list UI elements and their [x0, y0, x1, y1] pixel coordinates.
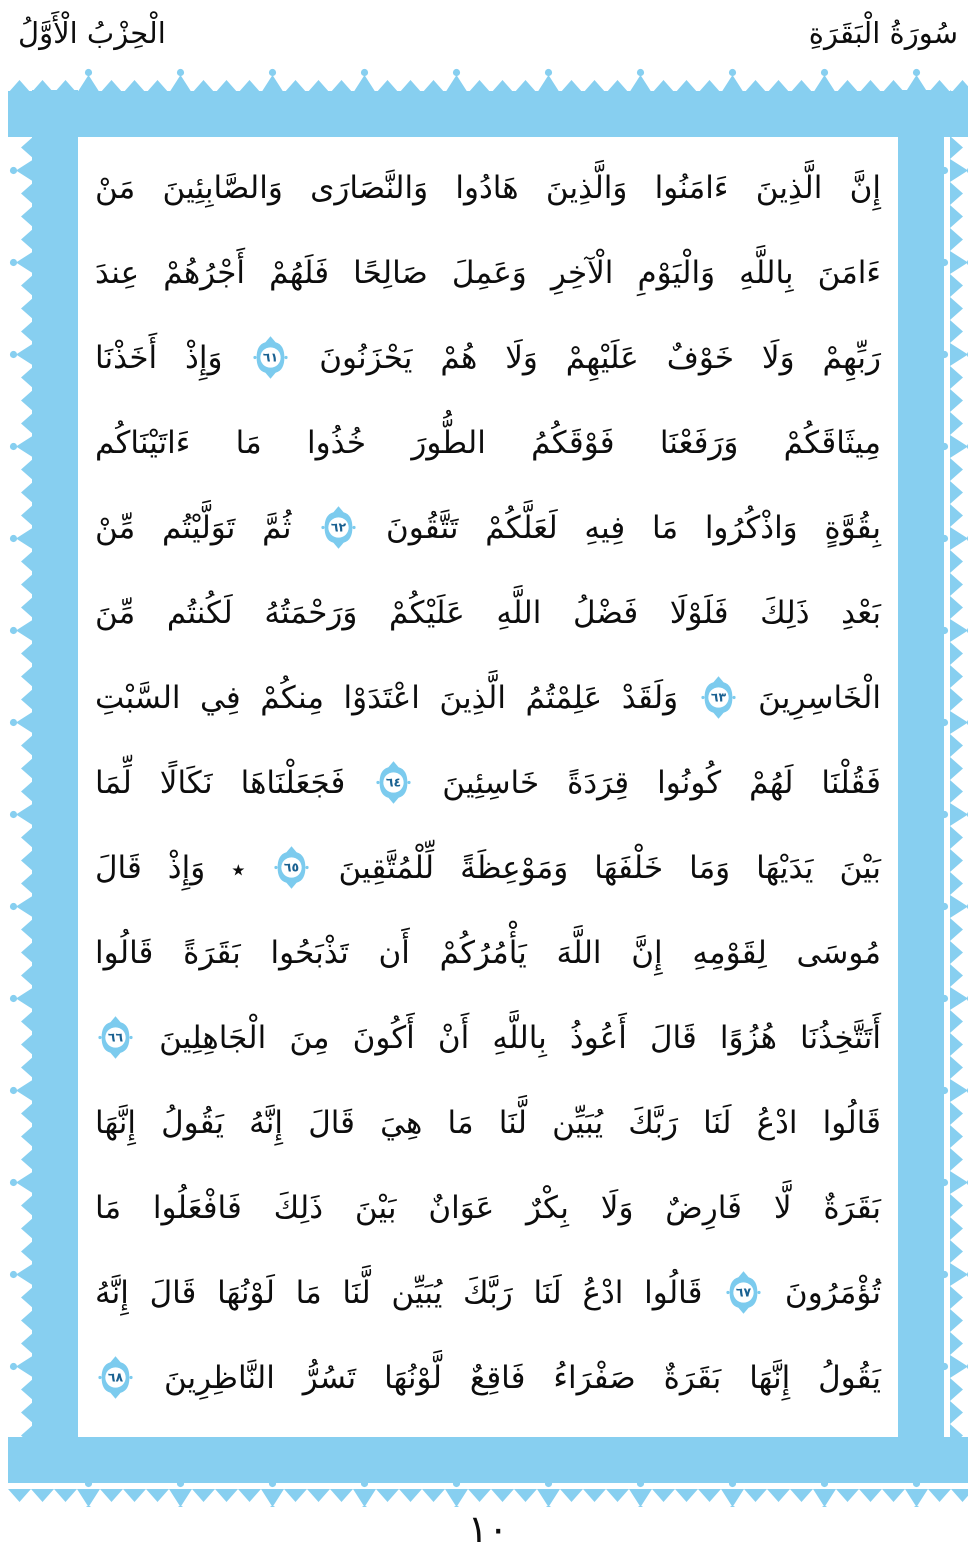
svg-text:٦١: ٦١ — [263, 349, 279, 365]
quran-line — [95, 996, 881, 1081]
frame-zigzag-bottom — [8, 1437, 968, 1507]
verse-text: رَبِّهِمْ وَلَا خَوْفٌ عَلَيْهِمْ وَلَا هُمْ يَحْزَنُونَ — [319, 340, 882, 376]
hizb-title: الْحِزْبُ الْأَوَّلُ — [18, 16, 166, 50]
verse-text: تُؤْمَرُونَ — [784, 1275, 882, 1311]
frame-zigzag-left — [8, 90, 78, 1482]
svg-text:٦٤: ٦٤ — [386, 774, 402, 790]
verse-number-marker — [97, 1355, 134, 1400]
quran-text-area — [95, 146, 881, 1421]
page-header — [0, 0, 976, 66]
verse-text: مُوسَى لِقَوْمِهِ إِنَّ اللَّهَ يَأْمُرُكُمْ أَن تَذْبَحُوا بَقَرَةً قَالُوا — [95, 935, 881, 971]
verse-text: قَالُوا ادْعُ لَنَا رَبَّكَ يُبَيِّن لَّنَا مَا لَوْنُهَا قَالَ إِنَّهُ — [95, 1275, 703, 1311]
quran-line — [95, 316, 881, 401]
quran-line — [95, 911, 881, 996]
verse-text: ءَامَنَ بِاللَّهِ وَالْيَوْمِ الْآخِرِ وَعَمِلَ صَالِحًا فَلَهُمْ أَجْرُهُمْ عِندَ — [95, 255, 881, 291]
quran-line — [95, 146, 881, 231]
quran-line — [95, 231, 881, 316]
verse-text: إِنَّ الَّذِينَ ءَامَنُوا وَالَّذِينَ هَادُوا وَالنَّصَارَى وَالصَّابِئِينَ مَنْ — [95, 170, 881, 206]
quran-line — [95, 571, 881, 656]
verse-number-marker — [97, 1015, 134, 1060]
verse-text: فَقُلْنَا لَهُمْ كُونُوا قِرَدَةً خَاسِئِينَ — [442, 765, 881, 801]
ruku-star-icon: ٭ — [231, 855, 246, 885]
verse-text: مِيثَاقَكُمْ وَرَفَعْنَا فَوْقَكُمُ الطُّورَ خُذُوا مَا ءَاتَيْنَاكُم — [95, 425, 881, 461]
quran-line — [95, 1251, 881, 1336]
verse-number-marker — [700, 675, 737, 720]
quran-line — [95, 826, 881, 911]
surah-title: سُورَةُ الْبَقَرَةِ — [808, 16, 958, 50]
verse-text: يَقُولُ إِنَّهَا بَقَرَةٌ صَفْرَاءُ فَاقِعٌ لَّوْنُهَا تَسُرُّ النَّاظِرِينَ — [163, 1360, 881, 1396]
svg-text:٦٢: ٦٢ — [331, 519, 347, 535]
verse-number-marker — [273, 845, 310, 890]
verse-number-marker — [375, 760, 412, 805]
svg-text:٦٣: ٦٣ — [710, 689, 726, 705]
verse-text: بَعْدِ ذَلِكَ فَلَوْلَا فَضْلُ اللَّهِ عَلَيْكُمْ وَرَحْمَتُهُ لَكُنتُم مِّنَ — [95, 595, 881, 631]
verse-text: فَجَعَلْنَاهَا نَكَالًا لِّمَا — [95, 765, 346, 801]
quran-line — [95, 486, 881, 571]
frame-zigzag-top — [8, 67, 968, 137]
svg-text:٦٧: ٦٧ — [736, 1284, 752, 1300]
quran-line — [95, 656, 881, 741]
page-number: ١٠ — [467, 1507, 509, 1551]
page-footer — [0, 1504, 976, 1554]
verse-text: أَتَتَّخِذُنَا هُزُوًا قَالَ أَعُوذُ بِاللَّهِ أَنْ أَكُونَ مِنَ الْجَاهِلِينَ — [159, 1020, 881, 1056]
svg-text:٦٦: ٦٦ — [107, 1029, 124, 1045]
verse-number-marker — [725, 1270, 762, 1315]
verse-text: الْخَاسِرِينَ — [758, 680, 881, 716]
verse-text: وَإِذْ قَالَ — [95, 850, 206, 886]
quran-line — [95, 1081, 881, 1166]
verse-text: وَلَقَدْ عَلِمْتُمُ الَّذِينَ اعْتَدَوْا مِنكُمْ فِي السَّبْتِ — [95, 680, 679, 716]
quran-line — [95, 741, 881, 826]
quran-line — [95, 401, 881, 486]
verse-text: بَقَرَةٌ لَّا فَارِضٌ وَلَا بِكْرٌ عَوَانٌ بَيْنَ ذَلِكَ فَافْعَلُوا مَا — [95, 1190, 881, 1226]
verse-text: بَيْنَ يَدَيْهَا وَمَا خَلْفَهَا وَمَوْعِظَةً لِّلْمُتَّقِينَ — [338, 850, 882, 886]
svg-text:٦٥: ٦٥ — [284, 859, 300, 875]
verse-text: قَالُوا ادْعُ لَنَا رَبَّكَ يُبَيِّن لَّنَا مَا هِيَ قَالَ إِنَّهُ يَقُولُ إِنَّهَا — [95, 1105, 881, 1141]
verse-number-marker — [252, 335, 289, 380]
verse-text: بِقُوَّةٍ وَاذْكُرُوا مَا فِيهِ لَعَلَّكُمْ تَتَّقُونَ — [386, 510, 881, 546]
verse-number-marker — [320, 505, 357, 550]
quran-line — [95, 1336, 881, 1421]
verse-text: وَإِذْ أَخَذْنَا — [95, 340, 223, 376]
svg-text:٦٨: ٦٨ — [107, 1369, 124, 1385]
quran-line — [95, 1166, 881, 1251]
verse-text: ثُمَّ تَوَلَّيْتُم مِّنْ — [95, 510, 292, 546]
frame-zigzag-right — [898, 90, 968, 1482]
